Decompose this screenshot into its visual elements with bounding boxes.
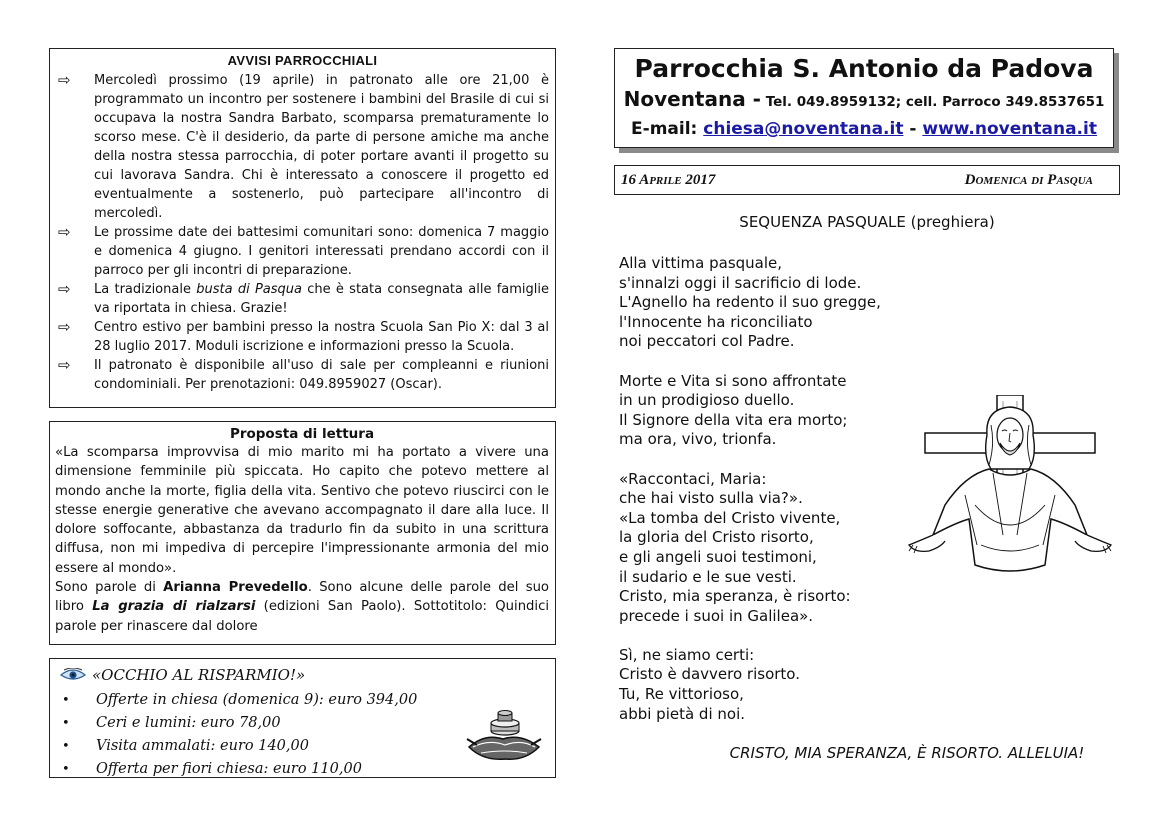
avviso-text-start: La tradizionale: [94, 282, 197, 297]
sequence-title: SEQUENZA PASQUALE (preghiera): [739, 213, 995, 231]
proposta-quote: «La scomparsa improvvisa di mio marito mi ha portato a vivere una dimensione femminile più spiccata. Ho capito che potevo mettere al mondo anche la morte, figlia della vita. Sentivo che potevo riuscirci con le stesse energie generative che avevano accompagnato il dare alla luce. Il dolore soffocante, abbastanza da tradurlo fin da subito in una scrittura diffusa, non mi impediva di percepire l'impressionante armonia del mio essere al mondo».: [55, 445, 549, 576]
avviso-text: Le prossime date dei battesimi comunitari sono: domenica 7 maggio e domenica 4 giugno. I genitori interessati prendano accordi con il parroco per gli incontri di preparazione.: [94, 225, 549, 278]
author-name: Arianna Prevedello: [163, 580, 308, 596]
web-line: [615, 116, 1113, 142]
email-link[interactable]: chiesa@noventana.it: [703, 119, 904, 139]
poem-line: Cristo, mia speranza, è risorto:: [619, 587, 851, 606]
book-title: La grazia di rialzarsi: [92, 599, 256, 615]
town-name: Noventana -: [623, 87, 761, 111]
credit-text: (edizioni San Paolo). Sottotitolo: Quindici parole per rinascere dal dolore: [55, 599, 550, 634]
poem-line: ma ora, vivo, trionfa.: [619, 430, 777, 449]
list-item: [56, 280, 549, 318]
bullet-icon: •: [62, 716, 70, 731]
avviso-text: Mercoledì prossimo (19 aprile) in patronato alle ore 21,00 è programmato un incontro per sostenere i bambini del Brasile di cui si occupava la nostra Sandra Barbato, scomparsa prematuramente lo scorso mese. C'è il desiderio, da parte di persone amiche ma anche della nostra stessa parrocchia, di poter portare avanti il progetto su cui lavorava Sandra. Chi è interessato a conoscere il progetto ed eventualmente a sostenerlo, può partecipare all'incontro di mercoledì.: [94, 73, 549, 221]
poem-line: Alla vittima pasquale,: [619, 254, 783, 272]
date-bar: [614, 165, 1120, 195]
arrow-right-icon: ⇨: [58, 318, 71, 336]
list-item: [56, 71, 549, 223]
credit-text: Sono parole di: [55, 580, 164, 596]
proposta-box: [49, 421, 556, 645]
list-item: [56, 318, 549, 356]
avvisi-box: [49, 48, 556, 408]
poem-line: e gli angeli suoi testimoni,: [619, 547, 817, 566]
avvisi-title: AVVISI PARROCCHIALI: [227, 53, 378, 68]
poem-line: L'Agnello ha redento il suo gregge,: [619, 293, 881, 312]
bullet-icon: •: [62, 693, 70, 708]
poem-line: abbi pietà di noi.: [619, 704, 746, 723]
poem-line: in un prodigioso duello.: [619, 391, 795, 410]
avviso-text: Il patronato è disponibile all'uso di sale per compleanni e riunioni condominiali. Per prenotazioni: 049.8959027 (Oscar).: [94, 358, 549, 392]
parish-header: [614, 48, 1114, 148]
poem-line: Morte e Vita si sono affrontate: [619, 371, 847, 390]
email-label: E-mail:: [631, 119, 698, 139]
poem-line: noi peccatori col Padre.: [619, 332, 795, 351]
issue-date: 16 Aprile 2017: [621, 171, 716, 188]
offering-text: Offerte in chiesa (domenica 9): euro 394,00: [96, 692, 418, 708]
poem-line: Cristo è davvero risorto.: [619, 665, 800, 684]
proposta-title: Proposta di lettura: [229, 426, 375, 442]
list-item: [56, 223, 549, 280]
bullet-icon: •: [62, 739, 70, 754]
avviso-text-emphasis: busta di Pasqua: [196, 282, 302, 297]
poem-line: Sì, ne siamo certi:: [619, 645, 755, 664]
phone-numbers: Tel. 049.8959132; cell. Parroco 349.8537651: [765, 94, 1105, 110]
arrow-right-icon: ⇨: [58, 356, 71, 374]
arrow-right-icon: ⇨: [58, 280, 71, 298]
occhio-box: [49, 658, 556, 778]
avviso-text-end: che è stata consegnata alle famiglie va riportata in chiesa. Grazie!: [94, 282, 549, 316]
website-link[interactable]: www.noventana.it: [922, 119, 1097, 139]
poem-line: precede i suoi in Galilea».: [619, 606, 814, 625]
avviso-text: Centro estivo per bambini presso la nostra Scuola San Pio X: dal 3 al 28 luglio 2017. Moduli iscrizione e informazioni presso la Scuola.: [94, 320, 549, 354]
poem-line: il sudario e le sue vesti.: [619, 567, 797, 586]
list-item: [56, 356, 549, 394]
closing-acclamation: CRISTO, MIA SPERANZA, È RISORTO. ALLELUIA!: [729, 744, 1085, 762]
eye-icon: [60, 668, 86, 682]
poem-stanza: [619, 372, 881, 450]
poem-stanza: [619, 646, 881, 724]
avvisi-list: [56, 71, 549, 394]
separator: -: [909, 119, 917, 139]
arrow-right-icon: ⇨: [58, 223, 71, 241]
poem-stanza: [619, 470, 881, 627]
liturgical-day: Domenica di Pasqua: [964, 171, 1093, 188]
parish-name: Parrocchia S. Antonio da Padova: [634, 54, 1094, 83]
offering-text: Ceri e lumini: euro 78,00: [96, 715, 281, 731]
offering-text: Visita ammalati: euro 140,00: [96, 738, 309, 754]
poem-line: s'innalzi oggi il sacrificio di lode.: [619, 273, 862, 292]
poem-line: la gloria del Cristo risorto,: [619, 528, 814, 547]
poem-line: Tu, Re vittorioso,: [619, 685, 744, 704]
occhio-title: «OCCHIO AL RISPARMIO!»: [92, 666, 306, 684]
hands-coins-illustration: [465, 709, 543, 769]
poem-line: «La tomba del Cristo vivente,: [619, 508, 841, 527]
poem-line: Il Signore della vita era morto;: [619, 410, 848, 429]
poem-line: l'Innocente ha riconciliato: [619, 312, 813, 331]
poem-line: che hai visto sulla via?».: [619, 489, 803, 508]
contact-line: [615, 85, 1113, 116]
risen-christ-illustration: [905, 395, 1115, 600]
credit-text: . Sono alcune delle parole del suo libro: [55, 580, 549, 615]
offering-text: Offerta per fiori chiesa: euro 110,00: [96, 761, 362, 777]
arrow-right-icon: ⇨: [58, 71, 71, 89]
sequence-poem: [619, 254, 881, 744]
poem-stanza: [619, 254, 881, 352]
bullet-icon: •: [62, 762, 70, 777]
proposta-credit: [55, 578, 549, 636]
occhio-header: [56, 663, 549, 687]
poem-line: «Raccontaci, Maria:: [619, 469, 767, 488]
